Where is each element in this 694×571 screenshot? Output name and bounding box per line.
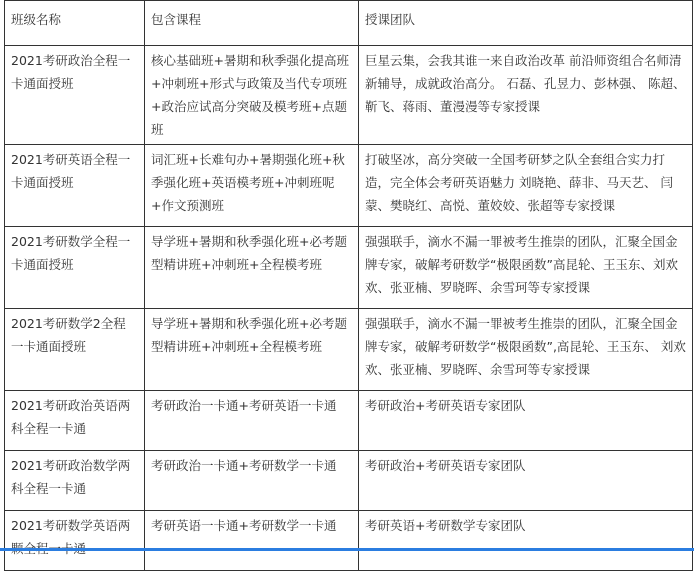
cell-courses: 词汇班+长难句办+暑期强化班+秋季强化班+英语模考班+冲刺班呢+作文预测班 [145, 145, 359, 227]
cell-team: 巨星云集，会我其谁一来自政治改革 前沿师资组合名师清新辅导，成就政治高分。 石磊、孔昱力、彭林强、 陈超、靳飞、蒋雨、董漫漫等专家授课 [359, 46, 693, 145]
table-row [5, 145, 693, 227]
table-row [5, 511, 693, 571]
cell-class-name: 2021考研数学2全程一卡通面授班 [5, 309, 145, 391]
cell-courses: 导学班+暑期和秋季强化班+必考题型精讲班+冲刺班+全程模考班 [145, 227, 359, 309]
cell-class-name: 2021考研政治英语两科全程一卡通 [5, 391, 145, 451]
header-class-name: 班级名称 [5, 1, 145, 46]
table-row [5, 309, 693, 391]
cell-class-name: 2021考研数学全程一卡通面授班 [5, 227, 145, 309]
cell-team: 考研政治+考研英语专家团队 [359, 451, 693, 511]
cell-courses: 核心基础班+暑期和秋季强化提高班+冲刺班+形式与政策及当代专项班+政治应试高分突破及模考班+点题班 [145, 46, 359, 145]
cell-class-name: 2021考研政治全程一卡通面授班 [5, 46, 145, 145]
cell-team: 考研英语+考研数学专家团队 [359, 511, 693, 571]
header-courses: 包含课程 [145, 1, 359, 46]
cell-team: 强强联手，滴水不漏一罪被考生推崇的团队，汇聚全国金牌专家，破解考研数学“极限函数”,高昆轮、王玉东、 刘欢欢、张亚楠、罗晓晖、余雪珂等专家授课 [359, 309, 693, 391]
course-table [4, 0, 693, 571]
cell-team: 打破坚冰，高分突破一全国考研梦之队全套组合实力打造，完全体会考研英语魅力 刘晓艳、薛非、马天艺、 闫蒙、樊晓红、高悦、董姣姣、张超等专家授课 [359, 145, 693, 227]
cell-class-name: 2021考研政治数学两科全程一卡通 [5, 451, 145, 511]
table-header-row [5, 1, 693, 46]
table-row [5, 46, 693, 145]
table-row [5, 391, 693, 451]
cell-courses: 考研政治一卡通+考研数学一卡通 [145, 451, 359, 511]
table-row [5, 451, 693, 511]
cell-courses: 导学班+暑期和秋季强化班+必考题型精讲班+冲刺班+全程模考班 [145, 309, 359, 391]
cell-courses: 考研英语一卡通+考研数学一卡通 [145, 511, 359, 571]
cell-class-name: 2021考研数学英语两 [5, 511, 145, 571]
cell-team: 强强联手，滴水不漏一罪被考生推崇的团队，汇聚全国金牌专家，破解考研数学“极限函数”高昆轮、王玉东、刘欢欢、张亚楠、罗晓晖、余雪珂等专家授课 [359, 227, 693, 309]
cell-team: 考研政治+考研英语专家团队 [359, 391, 693, 451]
cell-class-name: 2021考研英语全程一卡通面授班 [5, 145, 145, 227]
cell-courses: 考研政治一卡通+考研英语一卡通 [145, 391, 359, 451]
table-row [5, 227, 693, 309]
header-team: 授课团队 [359, 1, 693, 46]
